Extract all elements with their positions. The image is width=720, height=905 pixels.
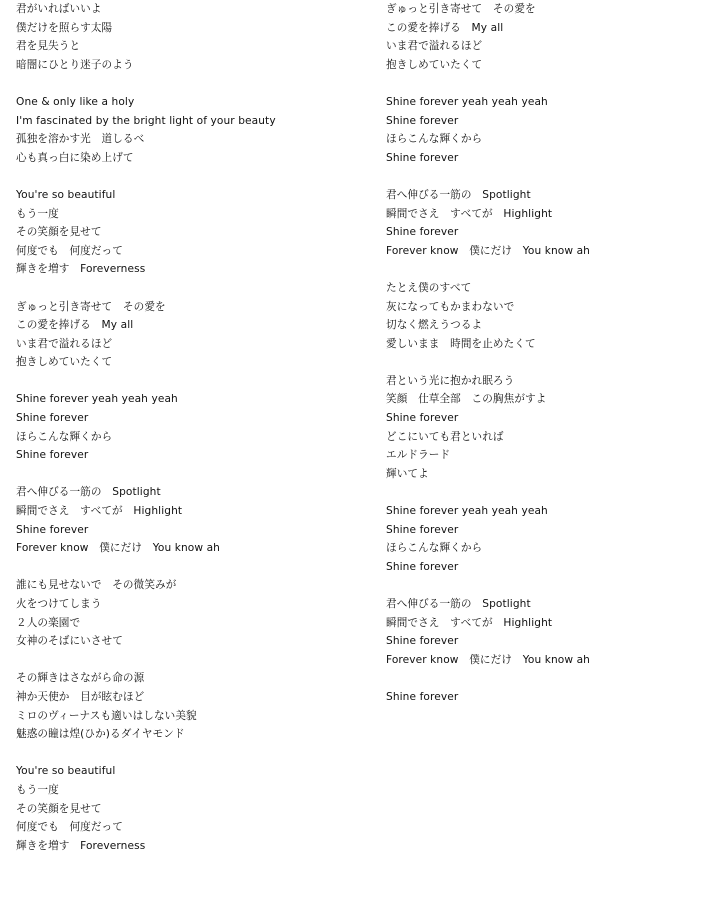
lyric-line: 瞬間でさえ すべてが Highlight xyxy=(16,505,183,518)
lyric-line: 君へ伸びる一筋の Spotlight xyxy=(386,598,531,610)
lyrics-stanza xyxy=(386,186,716,260)
lyric-line: ぎゅっと引き寄せて その愛を xyxy=(386,3,536,15)
lyrics-stanza xyxy=(386,502,716,576)
stanza-gap xyxy=(16,744,346,763)
lyrics-stanza xyxy=(16,93,346,167)
lyric-line: Shine forever yeah yeah yeah xyxy=(16,393,178,406)
lyric-line: この愛を捧げる My all xyxy=(16,319,134,332)
lyric-line: いま君で溢れるほど xyxy=(16,337,113,350)
lyric-line: You're so beautiful xyxy=(16,188,116,201)
lyric-line: 君がいればいいよ xyxy=(16,3,102,15)
lyric-line: 僕だけを照らす太陽 xyxy=(16,21,113,34)
lyrics-stanza xyxy=(16,762,346,855)
left-lyrics-column xyxy=(16,0,346,855)
lyric-line: 輝いてよ xyxy=(386,467,429,480)
lyric-line: 誰にも見せないで その微笑みが xyxy=(16,579,177,592)
lyric-line: 何度でも 何度だって xyxy=(16,244,123,257)
lyric-line: Shine forever xyxy=(386,690,459,703)
lyric-line: 神か天使か 目が眩むほど xyxy=(16,690,145,703)
lyric-line: Shine forever xyxy=(16,449,89,462)
lyric-line: 抱きしめていたくて xyxy=(16,356,113,369)
stanza-gap xyxy=(386,669,716,688)
stanza-gap xyxy=(386,74,716,93)
stanza-gap xyxy=(386,353,716,372)
lyrics-stanza xyxy=(16,390,346,464)
lyric-line: ほらこんな輝くから xyxy=(386,133,483,146)
lyric-line: 瞬間でさえ すべてが Highlight xyxy=(386,616,553,629)
lyrics-stanza xyxy=(386,372,716,484)
lyrics-stanza xyxy=(386,279,716,353)
lyrics-stanza xyxy=(16,0,346,74)
lyric-line: ほらこんな輝くから xyxy=(386,542,483,555)
lyric-line: 瞬間でさえ すべてが Highlight xyxy=(386,207,553,220)
lyric-line: ２人の楽園で xyxy=(16,616,81,629)
stanza-gap xyxy=(16,74,346,93)
lyric-line: 君へ伸びる一筋の Spotlight xyxy=(16,486,161,499)
lyric-line: たとえ僕のすべて xyxy=(386,281,472,294)
lyric-line: 笑顔 仕草全部 この胸焦がすよ xyxy=(386,393,547,406)
stanza-gap xyxy=(386,167,716,186)
lyric-line: その輝きはさながら命の源 xyxy=(16,672,145,685)
lyric-line: 君という光に抱かれ眠ろう xyxy=(386,374,515,387)
lyrics-stanza xyxy=(386,595,716,669)
lyric-line: 切なく燃えうつるよ xyxy=(386,319,483,332)
lyric-line: Shine forever xyxy=(16,412,89,425)
stanza-gap xyxy=(16,651,346,670)
lyric-line: 抱きしめていたくて xyxy=(386,58,483,71)
lyrics-stanza xyxy=(16,298,346,372)
lyric-line: Forever know 僕にだけ You know ah xyxy=(16,542,220,555)
lyric-line: ぎゅっと引き寄せて その愛を xyxy=(16,300,166,313)
lyric-line: Shine forever xyxy=(16,523,89,536)
lyric-line: Shine forever xyxy=(386,523,459,536)
lyrics-stanza xyxy=(16,186,346,279)
lyric-line: 輝きを増す Foreverness xyxy=(16,263,146,276)
lyric-line: その笑顔を見せて xyxy=(16,802,102,815)
lyric-line: Shine forever yeah yeah yeah xyxy=(386,95,548,108)
lyric-line: Shine forever xyxy=(386,560,459,573)
lyric-line: Shine forever xyxy=(386,635,459,648)
lyric-line: エルドラード xyxy=(386,449,451,462)
stanza-gap xyxy=(16,465,346,484)
lyric-line: 君へ伸びる一筋の Spotlight xyxy=(386,188,531,201)
lyrics-stanza xyxy=(386,688,716,707)
stanza-gap xyxy=(16,558,346,577)
lyric-line: Forever know 僕にだけ You know ah xyxy=(386,244,590,257)
lyric-line: Shine forever xyxy=(386,412,459,425)
lyric-line: 女神のそばにいさせて xyxy=(16,635,123,648)
lyric-line: 魅惑の瞳は煌(ひか)るダイヤモンド xyxy=(16,728,185,741)
lyric-line: 君を見失うと xyxy=(16,40,81,53)
lyric-line: 心も真っ白に染め上げて xyxy=(16,151,134,164)
lyric-line: Shine forever xyxy=(386,151,459,164)
lyric-line: 孤独を溶かす光 道しるべ xyxy=(16,133,145,146)
lyric-line: もう一度 xyxy=(16,207,59,220)
lyric-line: 灰になってもかまわないで xyxy=(386,300,515,313)
lyric-line: その笑顔を見せて xyxy=(16,226,102,239)
lyric-line: どこにいても君といれば xyxy=(386,430,504,443)
lyrics-stanza xyxy=(16,576,346,650)
lyric-line: この愛を捧げる My all xyxy=(386,21,504,34)
stanza-gap xyxy=(16,279,346,298)
lyric-line: 輝きを増す Foreverness xyxy=(16,839,146,852)
stanza-gap xyxy=(16,167,346,186)
lyric-line: 暗闇にひとり迷子のよう xyxy=(16,58,134,71)
lyric-line: Shine forever xyxy=(386,226,459,239)
lyric-line: Shine forever yeah yeah yeah xyxy=(386,505,548,518)
stanza-gap xyxy=(386,483,716,502)
lyrics-stanza xyxy=(16,483,346,557)
lyric-line: ミロのヴィーナスも適いはしない美貌 xyxy=(16,709,197,722)
lyrics-stanza xyxy=(386,0,716,74)
lyric-line: ほらこんな輝くから xyxy=(16,430,113,443)
lyric-line: 愛しいまま 時間を止めたくて xyxy=(386,337,536,350)
right-lyrics-column xyxy=(386,0,716,707)
lyric-line: 火をつけてしまう xyxy=(16,598,102,610)
lyric-line: One & only like a holy xyxy=(16,95,135,108)
lyric-line: I'm fascinated by the bright light of your beauty xyxy=(16,114,276,127)
lyric-line: Forever know 僕にだけ You know ah xyxy=(386,653,590,666)
lyric-line: 何度でも 何度だって xyxy=(16,821,123,834)
stanza-gap xyxy=(386,260,716,279)
lyric-line: You're so beautiful xyxy=(16,765,116,778)
lyric-line: Shine forever xyxy=(386,114,459,127)
lyric-line: いま君で溢れるほど xyxy=(386,40,483,53)
lyrics-stanza xyxy=(386,93,716,167)
lyrics-stanza xyxy=(16,669,346,743)
stanza-gap xyxy=(386,576,716,595)
stanza-gap xyxy=(16,372,346,391)
lyric-line: もう一度 xyxy=(16,783,59,796)
